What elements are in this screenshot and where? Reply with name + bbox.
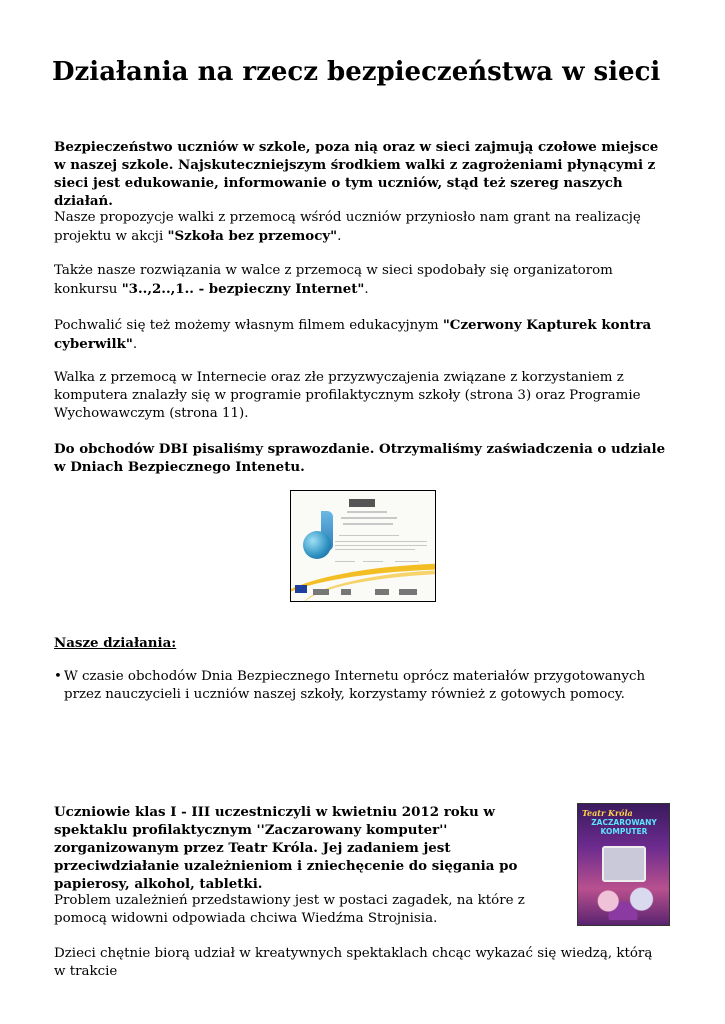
konkurs-bold: "3..,2..,1.. - bezpieczny Internet" [121, 281, 365, 297]
grant-bold: "Szkoła bez przemocy" [167, 228, 338, 244]
dbi-paragraph: Do obchodów DBI pisaliśmy sprawozdanie. Otrzymaliśmy zaświadczenia o udziale w Dniach Bezpiecznego Intenetu. [54, 441, 666, 475]
certificate-line [343, 523, 393, 525]
konkurs-end: . [364, 282, 369, 297]
certificate-header-mark [349, 499, 375, 507]
programy-paragraph: Walka z przemocą w Internecie oraz złe przyzwyczajenia związane z korzystaniem z komputera znalazły się w programie profilaktycznym szkoły (strona 3) oraz Programie Wychowawczym (strona 11). [54, 370, 641, 421]
certificate-line [339, 535, 399, 536]
certificate-line [347, 511, 387, 513]
zaczarowany-komputer-poster[interactable] [577, 803, 670, 926]
certificate-line [335, 545, 427, 546]
sponsor-logo [399, 589, 417, 595]
bullet-icon: • [54, 669, 62, 684]
sponsor-logo [313, 589, 329, 595]
grant-end: . [337, 229, 342, 244]
section-heading: Nasze działania: [54, 635, 177, 651]
eu-flag-icon [295, 585, 307, 593]
certificate-signature-line [335, 561, 355, 562]
intro-paragraph: Bezpieczeństwo uczniów w szkole, poza nią oraz w sieci zajmują czołowe miejsce w naszej szkole. Najskuteczniejszym środkiem walki z zagrożeniami płynącymi z sieci jest edukowanie, informowanie o tym uczniów, stąd też szereg naszych działań. [54, 139, 659, 209]
globe-icon [303, 531, 331, 559]
certificate-line [335, 549, 415, 550]
film-text: Pochwalić się też możemy własnym filmem edukacyjnym [54, 318, 443, 333]
grant-paragraph [54, 209, 668, 246]
konkurs-paragraph [54, 262, 668, 299]
grant-text: Nasze propozycje walki z przemocą wśród uczniów przyniosło nam grant na realizację projektu w akcji [54, 210, 641, 244]
list-item [54, 668, 668, 704]
film-bold: "Czerwony Kapturek kontra cyberwilk" [54, 317, 652, 352]
sponsor-logo [341, 589, 351, 595]
certificate-line [335, 541, 427, 542]
computer-icon [602, 846, 646, 882]
certificate-image[interactable] [290, 490, 436, 602]
poster-figures [586, 882, 660, 920]
teatr-paragraph: Uczniowie klas I - III uczestniczyli w kwietniu 2012 roku w spektaklu profilaktycznym ''Zaczarowany komputer'' zorganizowanym przez Teatr Króla. Jej zadaniem jest przeciwdziałanie uzależnieniom i zniechęcenie do sięgania po papierosy, alkohol, tabletki. [54, 804, 518, 892]
poster-title: ZACZAROWANY KOMPUTER [591, 818, 657, 836]
poster-header: Teatr Króla [582, 808, 633, 818]
certificate-line [341, 517, 397, 519]
film-paragraph [54, 316, 668, 354]
page-title: Działania na rzecz bezpieczeństwa w sieci [52, 57, 661, 87]
konkurs-text: Także nasze rozwiązania w walce z przemocą w sieci spodobały się organizatorom konkursu [54, 263, 613, 297]
sponsor-logo [375, 589, 389, 595]
film-end: . [132, 337, 138, 352]
list-item-text: W czasie obchodów Dnia Bezpiecznego Internetu oprócz materiałów przygotowanych przez nauczycieli i uczniów naszej szkoły, korzystamy również z gotowych pomocy. [64, 669, 646, 702]
certificate-signature-line [363, 561, 383, 562]
dzieci-paragraph: Dzieci chętnie biorą udział w kreatywnych spektaklach chcąc wykazać się wiedzą, którą w trakcie [54, 946, 653, 979]
certificate-signature-line [395, 561, 419, 562]
problem-paragraph: Problem uzależnień przedstawiony jest w postaci zagadek, na które z pomocą widowni odpowiada chciwa Wiedźma Strojnisia. [54, 893, 525, 926]
